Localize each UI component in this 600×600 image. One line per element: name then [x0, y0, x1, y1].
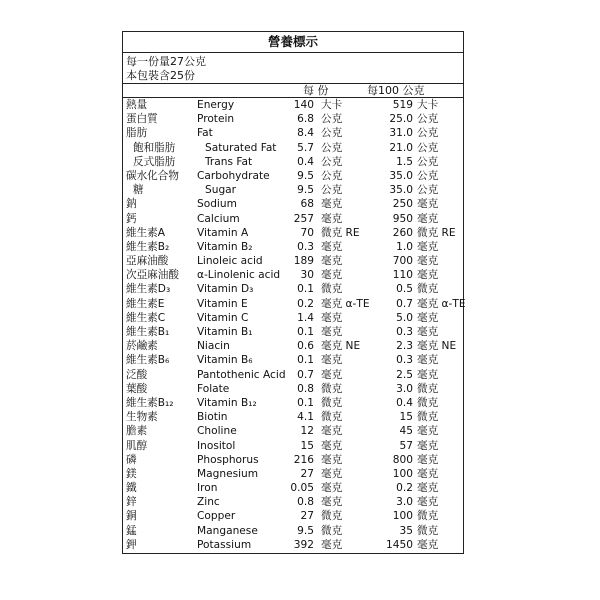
nutrient-name-en: Vitamin B₁ — [197, 326, 253, 338]
nutrient-name-en: Linoleic acid — [197, 255, 263, 268]
per-100g-unit: 大卡 — [417, 99, 439, 111]
nutrient-row — [123, 339, 463, 353]
nutrient-row — [123, 538, 463, 552]
nutrient-row — [123, 183, 463, 197]
per-serving-value: 4.1 — [297, 411, 314, 424]
per-100g-unit: 毫克 — [417, 311, 439, 324]
nutrient-name-zh: 葉酸 — [126, 382, 148, 395]
nutrient-name-zh: 膽素 — [126, 425, 148, 438]
per-100g-unit: 毫克 — [417, 269, 439, 282]
nutrient-name-zh: 鈉 — [126, 198, 137, 211]
nutrient-name-en: Choline — [197, 425, 237, 438]
per-100g-unit: 毫克 — [417, 240, 439, 253]
per-serving-unit: 微克 — [321, 283, 343, 296]
nutrient-name-en: Folate — [197, 382, 230, 395]
per-serving-value: 9.5 — [297, 169, 314, 182]
nutrient-row — [123, 240, 463, 254]
per-serving-value: 140 — [293, 99, 314, 111]
per-serving-value: 216 — [293, 453, 314, 466]
nutrient-table — [123, 98, 466, 552]
per-serving-unit: 毫克 — [321, 368, 343, 381]
per-serving-value: 5.7 — [297, 141, 314, 154]
per-100g-unit: 毫克 — [417, 425, 439, 438]
per-serving-unit: 毫克 — [321, 439, 343, 452]
per-serving-unit: 微克 — [321, 510, 343, 523]
nutrient-name-zh: 鈣 — [126, 212, 137, 225]
per-serving-value: 0.1 — [297, 354, 314, 367]
nutrient-row — [123, 382, 463, 396]
per-serving-value: 9.5 — [297, 524, 314, 537]
per-serving-value: 0.8 — [297, 382, 314, 395]
per-serving-value: 70 — [300, 226, 314, 239]
per-100g-header: 每100 公克 — [367, 84, 425, 97]
per-serving-unit: 毫克 — [321, 255, 343, 268]
per-serving-value: 0.3 — [297, 240, 314, 253]
nutrient-name-en: Inositol — [197, 439, 236, 452]
per-100g-unit: 毫克 — [417, 439, 439, 452]
per-serving-unit: 大卡 — [321, 99, 343, 111]
per-100g-value: 800 — [392, 453, 413, 466]
per-serving-value: 0.05 — [290, 482, 314, 495]
nutrient-name-zh: 鋅 — [126, 496, 137, 509]
per-100g-unit: 毫克 α-TE — [417, 297, 466, 310]
per-serving-value: 0.4 — [297, 155, 314, 168]
column-header — [123, 84, 463, 98]
per-serving-unit: 毫克 α-TE — [321, 297, 370, 310]
per-100g-value: 57 — [399, 439, 413, 452]
nutrient-name-zh: 維生素B₆ — [126, 354, 170, 367]
nutrient-name-zh: 鉀 — [126, 538, 137, 551]
per-100g-value: 110 — [392, 269, 413, 282]
nutrient-name-zh: 熱量 — [126, 99, 148, 111]
per-serving-value: 12 — [300, 425, 314, 438]
nutrient-name-zh: 肌醇 — [126, 439, 148, 452]
per-100g-value: 35 — [399, 524, 413, 537]
nutrient-name-zh: 糖 — [133, 184, 144, 197]
per-100g-unit: 公克 — [417, 169, 439, 182]
per-100g-unit: 微克 — [417, 524, 439, 537]
per-100g-unit: 公克 — [417, 155, 439, 168]
nutrient-row — [123, 169, 463, 183]
per-100g-unit: 毫克 — [417, 453, 439, 466]
nutrient-row — [123, 98, 463, 112]
nutrient-name-en: Phosphorus — [197, 453, 259, 466]
nutrient-name-en: α-Linolenic acid — [197, 269, 281, 282]
nutrient-name-zh: 錳 — [126, 524, 137, 537]
per-serving-value: 1.4 — [297, 311, 314, 324]
per-serving-unit: 毫克 — [321, 311, 343, 324]
nutrient-name-en: Iron — [197, 482, 218, 495]
nutrient-name-zh: 維生素A — [126, 226, 166, 239]
per-100g-value: 1.5 — [396, 155, 413, 168]
nutrient-row — [123, 424, 463, 438]
per-serving-value: 0.8 — [297, 496, 314, 509]
per-100g-value: 0.7 — [396, 297, 413, 310]
nutrient-row — [123, 155, 463, 169]
label-title: 營養標示 — [123, 32, 463, 53]
per-100g-value: 5.0 — [396, 311, 413, 324]
per-serving-value: 189 — [293, 255, 314, 268]
nutrient-name-zh: 維生素B₁ — [126, 326, 170, 338]
nutrient-row — [123, 325, 463, 339]
nutrient-name-en: Niacin — [197, 340, 230, 353]
per-serving-unit: 毫克 — [321, 453, 343, 466]
per-100g-unit: 毫克 — [417, 354, 439, 367]
per-100g-value: 21.0 — [389, 141, 413, 154]
nutrient-name-en: Sodium — [197, 198, 237, 211]
per-serving-value: 6.8 — [297, 113, 314, 126]
nutrient-row — [123, 311, 463, 325]
nutrient-row — [123, 226, 463, 240]
nutrient-name-zh: 泛酸 — [126, 368, 148, 381]
per-serving-unit: 毫克 — [321, 496, 343, 509]
per-serving-value: 8.4 — [297, 127, 314, 140]
nutrient-row — [123, 126, 463, 140]
nutrient-row — [123, 481, 463, 495]
per-serving-unit: 公克 — [321, 169, 343, 182]
per-serving-value: 0.7 — [297, 368, 314, 381]
per-serving-unit: 毫克 — [321, 212, 343, 225]
per-100g-unit: 毫克 — [417, 212, 439, 225]
per-100g-value: 35.0 — [389, 184, 413, 197]
per-100g-unit: 毫克 — [417, 198, 439, 211]
nutrient-name-zh: 鐵 — [126, 482, 137, 495]
nutrient-row — [123, 353, 463, 367]
per-100g-unit: 微克 — [417, 396, 439, 409]
servings-per-package: 本包裝含25份 — [126, 68, 195, 82]
per-100g-value: 35.0 — [389, 169, 413, 182]
nutrient-row — [123, 509, 463, 523]
per-100g-value: 0.3 — [396, 354, 413, 367]
per-serving-value: 0.6 — [297, 340, 314, 353]
per-serving-value: 30 — [300, 269, 314, 282]
nutrient-name-zh: 次亞麻油酸 — [126, 269, 179, 282]
per-serving-unit: 毫克 — [321, 354, 343, 367]
nutrient-name-en: Vitamin A — [197, 226, 249, 239]
per-100g-value: 1450 — [386, 538, 413, 551]
nutrient-name-en: Vitamin B₁₂ — [197, 396, 257, 409]
per-100g-value: 0.5 — [396, 283, 413, 296]
per-serving-unit: 微克 — [321, 524, 343, 537]
per-serving-unit: 公克 — [321, 184, 343, 197]
per-100g-value: 0.4 — [396, 396, 413, 409]
nutrient-row — [123, 410, 463, 424]
nutrient-name-zh: 碳水化合物 — [126, 169, 179, 182]
nutrient-row — [123, 268, 463, 282]
nutrition-facts-label — [122, 31, 464, 554]
nutrient-name-zh: 維生素D₃ — [126, 283, 171, 296]
per-serving-unit: 公克 — [321, 113, 343, 126]
per-100g-value: 0.3 — [396, 326, 413, 338]
nutrient-name-zh: 維生素B₁₂ — [126, 396, 174, 409]
per-serving-unit: 毫克 — [321, 467, 343, 480]
per-100g-value: 45 — [399, 425, 413, 438]
nutrient-name-en: Copper — [197, 510, 236, 523]
nutrient-name-en: Saturated Fat — [205, 141, 277, 154]
nutrient-name-zh: 蛋白質 — [126, 113, 158, 126]
nutrient-name-en: Trans Fat — [205, 155, 253, 168]
per-100g-value: 15 — [399, 411, 413, 424]
nutrient-name-zh: 亞麻油酸 — [126, 255, 169, 268]
nutrient-row — [123, 495, 463, 509]
per-serving-unit: 毫克 — [321, 482, 343, 495]
nutrient-name-en: Sugar — [205, 184, 237, 197]
per-100g-value: 519 — [392, 99, 413, 111]
per-100g-unit: 毫克 NE — [417, 340, 457, 353]
nutrient-row — [123, 197, 463, 211]
per-100g-unit: 毫克 — [417, 326, 439, 338]
per-100g-unit: 公克 — [417, 141, 439, 154]
per-serving-unit: 毫克 — [321, 240, 343, 253]
per-100g-unit: 毫克 — [417, 496, 439, 509]
per-serving-header: 每 份 — [303, 84, 329, 97]
nutrient-row — [123, 112, 463, 126]
nutrient-name-zh: 維生素E — [126, 297, 165, 310]
per-serving-value: 0.1 — [297, 283, 314, 296]
nutrient-name-en: Vitamin E — [197, 297, 248, 310]
nutrient-name-zh: 鎂 — [126, 467, 137, 480]
per-serving-value: 15 — [300, 439, 314, 452]
nutrient-name-zh: 磷 — [126, 453, 137, 466]
per-serving-unit: 毫克 — [321, 269, 343, 282]
nutrient-name-en: Energy — [197, 99, 235, 111]
per-100g-unit: 毫克 — [417, 368, 439, 381]
per-serving-value: 9.5 — [297, 184, 314, 197]
nutrient-row — [123, 368, 463, 382]
nutrient-name-zh: 生物素 — [126, 411, 158, 424]
per-serving-unit: 微克 RE — [321, 226, 360, 239]
per-serving-value: 0.2 — [297, 297, 314, 310]
nutrient-name-en: Fat — [197, 127, 213, 140]
per-100g-unit: 毫克 — [417, 467, 439, 480]
per-serving-unit: 毫克 — [321, 198, 343, 211]
per-100g-unit: 毫克 — [417, 255, 439, 268]
per-100g-value: 3.0 — [396, 496, 413, 509]
nutrient-name-en: Potassium — [197, 538, 252, 551]
nutrient-name-en: Calcium — [197, 212, 240, 225]
per-100g-unit: 微克 — [417, 283, 439, 296]
nutrient-row — [123, 439, 463, 453]
per-serving-value: 68 — [300, 198, 314, 211]
nutrient-name-zh: 維生素B₂ — [126, 240, 170, 253]
serving-size: 每一份量27公克 — [126, 55, 206, 68]
nutrient-name-en: Biotin — [197, 411, 228, 424]
nutrient-row — [123, 141, 463, 155]
per-100g-value: 0.2 — [396, 482, 413, 495]
per-100g-unit: 微克 — [417, 411, 439, 424]
nutrient-name-en: Manganese — [197, 524, 258, 537]
per-100g-value: 25.0 — [389, 113, 413, 126]
nutrient-row — [123, 453, 463, 467]
serving-info — [123, 53, 463, 84]
per-serving-unit: 毫克 — [321, 326, 343, 338]
per-serving-value: 257 — [293, 212, 314, 225]
per-100g-value: 260 — [392, 226, 413, 239]
per-serving-unit: 微克 — [321, 411, 343, 424]
per-100g-value: 250 — [392, 198, 413, 211]
per-100g-value: 100 — [392, 510, 413, 523]
per-serving-value: 392 — [293, 538, 314, 551]
per-100g-value: 31.0 — [389, 127, 413, 140]
nutrient-row — [123, 282, 463, 296]
nutrient-name-en: Pantothenic Acid — [197, 368, 286, 381]
per-100g-value: 950 — [392, 212, 413, 225]
per-serving-unit: 公克 — [321, 141, 343, 154]
nutrient-name-zh: 維生素C — [126, 311, 166, 324]
per-100g-value: 2.3 — [396, 340, 413, 353]
nutrient-name-en: Carbohydrate — [197, 169, 270, 182]
nutrient-name-en: Protein — [197, 113, 235, 126]
per-100g-value: 700 — [392, 255, 413, 268]
nutrient-row — [123, 524, 463, 538]
per-100g-unit: 微克 — [417, 382, 439, 395]
nutrient-name-en: Vitamin D₃ — [197, 283, 254, 296]
nutrient-name-en: Magnesium — [197, 467, 259, 480]
nutrient-name-zh: 脂肪 — [126, 127, 148, 140]
per-serving-value: 0.1 — [297, 326, 314, 338]
per-100g-unit: 公克 — [417, 113, 439, 126]
nutrient-name-zh: 銅 — [126, 510, 137, 523]
nutrient-name-en: Vitamin C — [197, 311, 249, 324]
per-serving-value: 0.1 — [297, 396, 314, 409]
per-100g-unit: 微克 — [417, 510, 439, 523]
per-100g-unit: 微克 RE — [417, 226, 456, 239]
per-serving-value: 27 — [300, 467, 314, 480]
nutrient-row — [123, 297, 466, 311]
per-serving-unit: 毫克 NE — [321, 340, 361, 353]
per-serving-unit: 毫克 — [321, 538, 343, 551]
nutrient-name-en: Vitamin B₆ — [197, 354, 253, 367]
nutrient-row — [123, 467, 463, 481]
per-100g-value: 3.0 — [396, 382, 413, 395]
nutrient-name-zh: 反式脂肪 — [133, 155, 176, 168]
nutrient-row — [123, 254, 463, 268]
nutrient-name-en: Vitamin B₂ — [197, 240, 253, 253]
per-100g-unit: 公克 — [417, 127, 439, 140]
nutrient-row — [123, 396, 463, 410]
per-100g-unit: 毫克 — [417, 482, 439, 495]
per-100g-unit: 公克 — [417, 184, 439, 197]
nutrient-name-en: Zinc — [197, 496, 220, 509]
nutrient-name-zh: 飽和脂肪 — [133, 141, 176, 154]
per-serving-unit: 微克 — [321, 396, 343, 409]
per-100g-value: 2.5 — [396, 368, 413, 381]
per-100g-unit: 毫克 — [417, 538, 439, 551]
nutrient-name-zh: 菸鹼素 — [126, 340, 158, 353]
per-serving-unit: 公克 — [321, 155, 343, 168]
per-100g-value: 100 — [392, 467, 413, 480]
per-serving-unit: 毫克 — [321, 425, 343, 438]
per-serving-unit: 微克 — [321, 382, 343, 395]
nutrient-row — [123, 212, 463, 226]
per-serving-value: 27 — [300, 510, 314, 523]
per-serving-unit: 公克 — [321, 127, 343, 140]
per-100g-value: 1.0 — [396, 240, 413, 253]
